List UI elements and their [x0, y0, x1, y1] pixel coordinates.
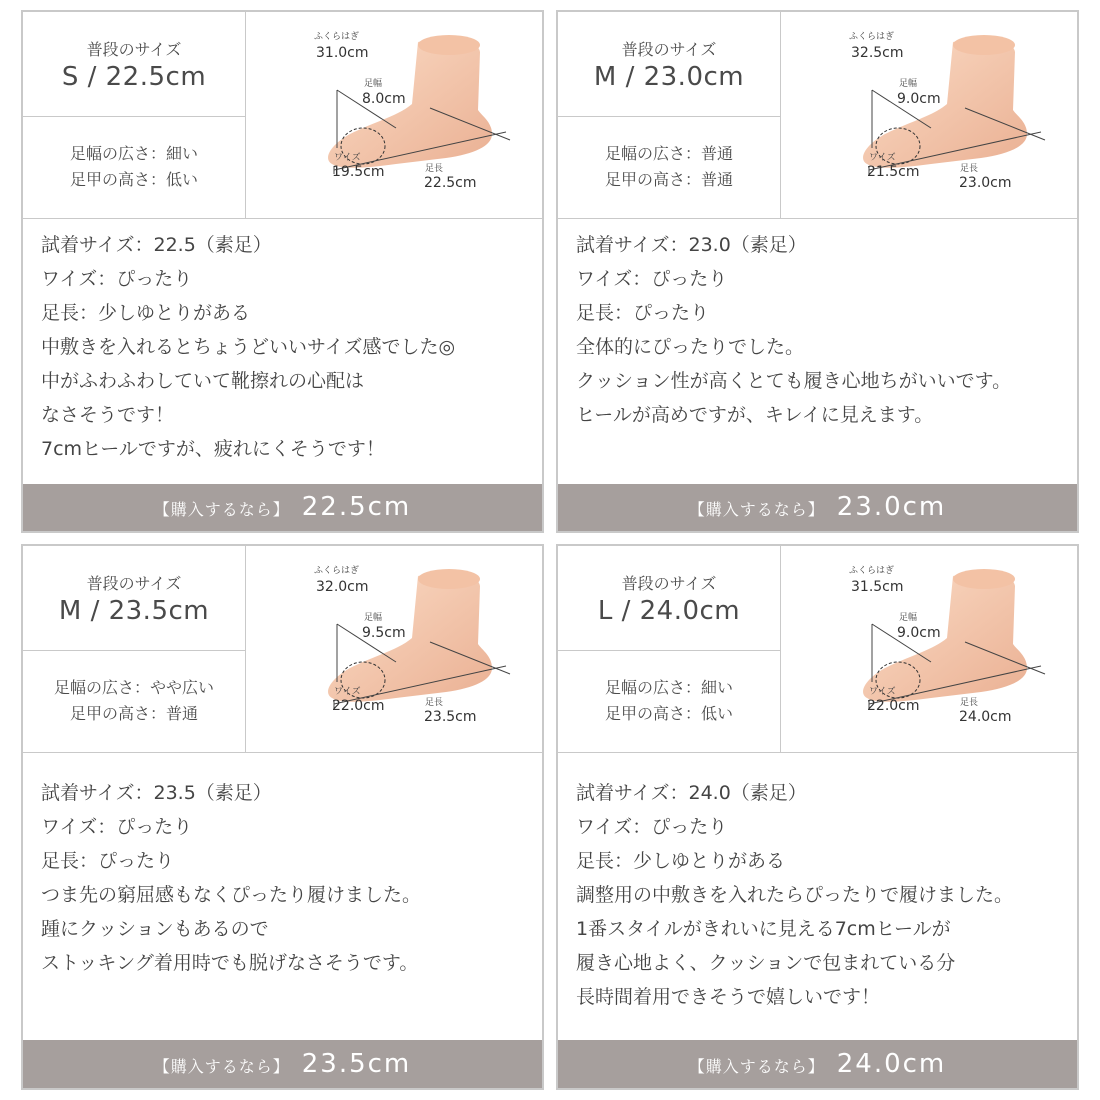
usual-size-box [558, 12, 781, 117]
usual-size-value: M / 23.0cm [593, 62, 745, 92]
size-review-card [21, 10, 544, 533]
comment-line: 中がふわふわしていて靴擦れの心配は [41, 370, 365, 392]
foot-diagram [781, 12, 1077, 218]
usual-size-label: 普段のサイズ [621, 574, 717, 593]
calf-value: 31.5cm [851, 579, 904, 595]
usual-size-label: 普段のサイズ [621, 40, 717, 59]
buy-value: 22.5cm [301, 492, 412, 522]
width-value: 8.0cm [362, 91, 406, 107]
wise-value: 22.0cm [867, 698, 920, 714]
buy-label: 【購入するなら】 [688, 500, 825, 519]
foot-diagram [246, 12, 542, 218]
recommended-size-bar [23, 484, 542, 531]
length-value: 24.0cm [959, 709, 1012, 725]
comment-line: 試着サイズ：23.0（素足） [576, 234, 807, 256]
wise-value: 22.0cm [332, 698, 385, 714]
card-header [558, 546, 1077, 753]
width-label: 足幅 [364, 613, 383, 623]
instep-height-text: 足甲の高さ：普通 [69, 704, 198, 723]
wise-value: 19.5cm [332, 164, 385, 180]
recommended-size-bar [558, 484, 1077, 531]
comment-line: ワイズ：ぴったり [576, 816, 728, 838]
length-label: 足長 [425, 698, 444, 708]
instep-height-text: 足甲の高さ：低い [69, 170, 198, 189]
comment-line: ストッキング着用時でも脱げなさそうです。 [41, 952, 419, 974]
wise-value: 21.5cm [867, 164, 920, 180]
calf-label: ふくらはぎ [849, 566, 895, 576]
width-value: 9.5cm [362, 625, 406, 641]
comment-line: ヒールが高めですが、キレイに見えます。 [576, 404, 934, 426]
buy-value: 23.0cm [836, 492, 947, 522]
buy-label: 【購入するなら】 [153, 1057, 290, 1076]
wise-label: ワイズ [869, 153, 896, 163]
usual-size-value: L / 24.0cm [597, 596, 741, 626]
calf-value: 32.5cm [851, 45, 904, 61]
comment-line: 試着サイズ：24.0（素足） [576, 782, 807, 804]
comment-line: クッション性が高くとても履き心地ちがいいです。 [576, 370, 1012, 392]
foot-diagram-icon [781, 546, 1077, 752]
trial-comment [41, 228, 536, 466]
size-review-card [556, 10, 1079, 533]
comment-line: なさそうです！ [41, 404, 175, 426]
size-review-card [556, 544, 1079, 1090]
comment-line: ワイズ：ぴったり [41, 268, 193, 290]
comment-line: 試着サイズ：23.5（素足） [41, 782, 272, 804]
width-value: 9.0cm [897, 91, 941, 107]
comment-line: ワイズ：ぴったり [41, 816, 193, 838]
width-label: 足幅 [899, 613, 918, 623]
trial-comment [576, 776, 1071, 1014]
comment-line: 中敷きを入れるとちょうどいいサイズ感でした◎ [41, 336, 456, 358]
instep-height-text: 足甲の高さ：低い [604, 704, 733, 723]
foot-width-text: 足幅の広さ：普通 [604, 144, 733, 163]
foot-diagram-icon [246, 12, 542, 218]
card-header [23, 546, 542, 753]
foot-diagram [781, 546, 1077, 752]
length-label: 足長 [960, 164, 979, 174]
foot-width-text: 足幅の広さ：細い [604, 678, 733, 697]
wise-label: ワイズ [334, 687, 361, 697]
usual-size-box [558, 546, 781, 651]
comment-line: 長時間着用できそうで嬉しいです！ [576, 986, 881, 1008]
comment-line: 全体的にぴったりでした。 [576, 336, 805, 358]
foot-diagram-icon [246, 546, 542, 752]
comment-line: 履き心地よく、クッションで包まれている分 [576, 952, 956, 974]
comment-line: 足長：少しゆとりがある [41, 302, 251, 324]
width-label: 足幅 [899, 79, 918, 89]
calf-value: 32.0cm [316, 579, 369, 595]
usual-size-value: S / 22.5cm [61, 62, 207, 92]
recommended-size-bar [23, 1040, 542, 1088]
foot-diagram [246, 546, 542, 752]
usual-size-label: 普段のサイズ [86, 40, 182, 59]
foot-diagram-icon [781, 12, 1077, 218]
wise-label: ワイズ [334, 153, 361, 163]
length-value: 22.5cm [424, 175, 477, 191]
card-header [23, 12, 542, 219]
comment-line: 足長：ぴったり [41, 850, 175, 872]
length-value: 23.0cm [959, 175, 1012, 191]
buy-label: 【購入するなら】 [153, 500, 290, 519]
trial-comment [41, 776, 536, 980]
comment-line: 調整用の中敷きを入れたらぴったりで履けました。 [576, 884, 1014, 906]
trial-comment [576, 228, 1071, 432]
foot-shape-box [23, 651, 246, 752]
comment-line: 足長：ぴったり [576, 302, 710, 324]
recommended-size-bar [558, 1040, 1077, 1088]
comment-line: ワイズ：ぴったり [576, 268, 728, 290]
foot-width-text: 足幅の広さ：細い [69, 144, 198, 163]
foot-shape-box [23, 117, 246, 218]
comment-line: 試着サイズ：22.5（素足） [41, 234, 272, 256]
usual-size-box [23, 12, 246, 117]
card-header [558, 12, 1077, 219]
calf-label: ふくらはぎ [314, 32, 360, 42]
calf-label: ふくらはぎ [849, 32, 895, 42]
usual-size-label: 普段のサイズ [86, 574, 182, 593]
buy-label: 【購入するなら】 [688, 1057, 825, 1076]
comment-line: 1番スタイルがきれいに見える7cmヒールが [576, 918, 951, 940]
width-label: 足幅 [364, 79, 383, 89]
foot-shape-box [558, 651, 781, 752]
calf-value: 31.0cm [316, 45, 369, 61]
wise-label: ワイズ [869, 687, 896, 697]
usual-size-value: M / 23.5cm [58, 596, 210, 626]
buy-value: 23.5cm [301, 1049, 412, 1079]
foot-shape-box [558, 117, 781, 218]
length-value: 23.5cm [424, 709, 477, 725]
width-value: 9.0cm [897, 625, 941, 641]
calf-label: ふくらはぎ [314, 566, 360, 576]
comment-line: つま先の窮屈感もなくぴったり履けました。 [41, 884, 422, 906]
length-label: 足長 [960, 698, 979, 708]
size-review-card [21, 544, 544, 1090]
comment-line: 足長：少しゆとりがある [576, 850, 786, 872]
instep-height-text: 足甲の高さ：普通 [604, 170, 733, 189]
comment-line: 踵にクッションもあるので [41, 918, 269, 940]
usual-size-box [23, 546, 246, 651]
foot-width-text: 足幅の広さ：やや広い [53, 678, 214, 697]
comment-line: 7cmヒールですが、疲れにくそうです！ [41, 438, 385, 460]
buy-value: 24.0cm [836, 1049, 947, 1079]
length-label: 足長 [425, 164, 444, 174]
